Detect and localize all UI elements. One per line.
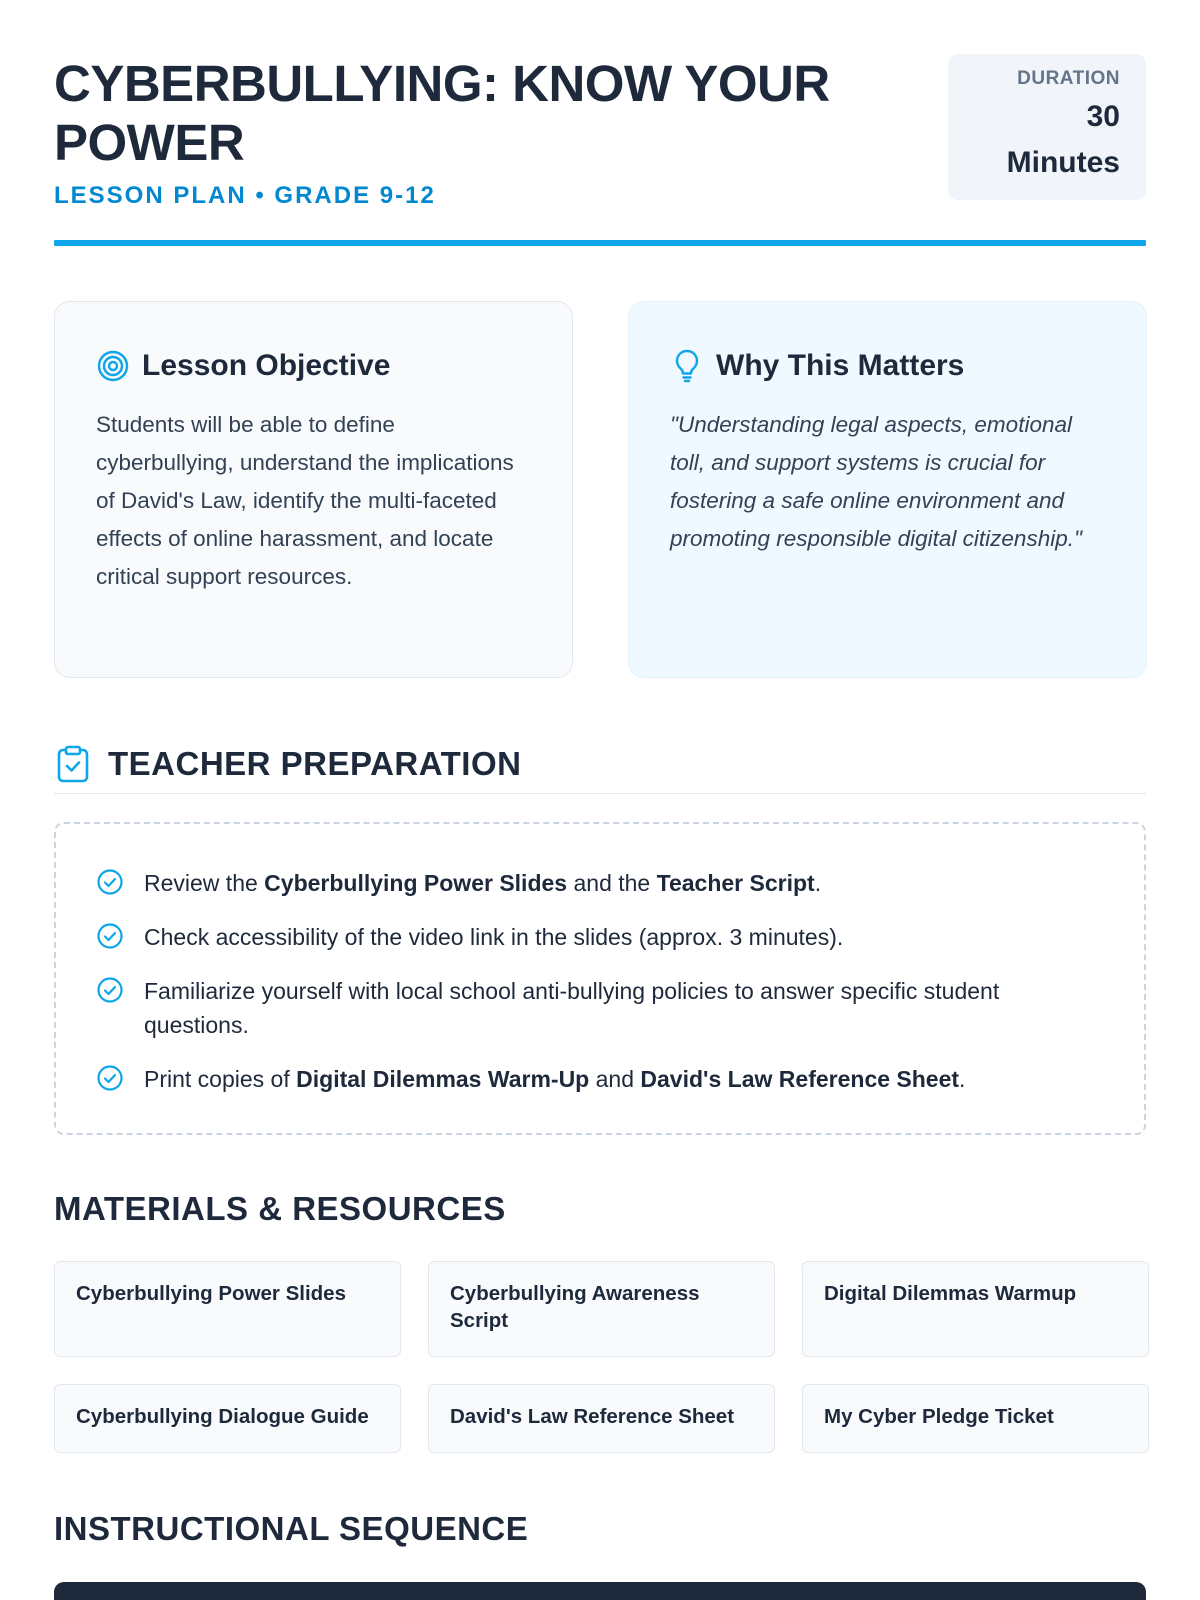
duration-box <box>948 54 1146 200</box>
material-card[interactable]: Cyberbullying Awareness Script <box>428 1261 775 1357</box>
clipboard-check-icon <box>54 744 92 784</box>
checklist-text: Print copies of Digital Dilemmas Warm-Up and David's Law Reference Sheet. <box>144 1066 966 1092</box>
instructional-sequence-title: INSTRUCTIONAL SEQUENCE <box>54 1510 529 1547</box>
why-card <box>628 301 1147 678</box>
material-card[interactable]: Cyberbullying Power Slides <box>54 1261 401 1357</box>
check-circle-icon <box>96 922 126 952</box>
checklist-text: Check accessibility of the video link in the slides (approx. 3 minutes). <box>144 924 844 950</box>
material-card[interactable]: My Cyber Pledge Ticket <box>802 1384 1149 1453</box>
duration-label: DURATION <box>1017 68 1120 89</box>
check-circle-icon <box>96 868 126 898</box>
check-circle-icon <box>96 976 126 1006</box>
checklist-item <box>96 866 1104 900</box>
teacher-prep-title: TEACHER PREPARATION <box>108 744 522 782</box>
checklist-text: Familiarize yourself with local school anti-bullying policies to answer specific student questions. <box>144 978 1000 1038</box>
material-card[interactable]: Cyberbullying Dialogue Guide <box>54 1384 401 1453</box>
why-quote: "Understanding legal aspects, emotional toll, and support systems is crucial for fostering a safe online environment and promoting responsible digital citizenship." <box>670 412 1082 551</box>
header-divider <box>54 240 1146 246</box>
lightbulb-icon <box>670 349 704 383</box>
duration-value <box>948 94 1120 186</box>
objective-body: Students will be able to define cyberbullying, understand the implications of David's Law, identify the multi-faceted effects of online harassment, and locate critical support resources. <box>96 412 514 589</box>
checklist-text: Review the Cyberbullying Power Slides and the Teacher Script. <box>144 870 822 896</box>
why-card-header <box>670 344 1106 388</box>
material-card[interactable]: David's Law Reference Sheet <box>428 1384 775 1453</box>
checklist-item <box>96 974 1104 1042</box>
objective-card <box>54 301 573 678</box>
duration-number: 30 <box>1086 100 1120 133</box>
materials-title: MATERIALS & RESOURCES <box>54 1190 506 1227</box>
instructional-sequence-table-header <box>54 1582 1146 1600</box>
check-circle-icon <box>96 1064 126 1094</box>
checklist-item <box>96 1062 1104 1096</box>
why-title: Why This Matters <box>716 349 965 382</box>
page-subtitle: LESSON PLAN • GRADE 9-12 <box>54 182 436 209</box>
objective-card-header <box>96 344 532 388</box>
header <box>54 54 1146 250</box>
duration-unit: Minutes <box>1006 146 1120 179</box>
target-icon <box>96 349 130 383</box>
checklist-item <box>96 920 1104 954</box>
teacher-prep-header <box>54 734 1146 794</box>
material-card[interactable]: Digital Dilemmas Warmup <box>802 1261 1149 1357</box>
teacher-prep-checklist <box>54 822 1146 1135</box>
page-title: CYBERBULLYING: KNOW YOUR POWER <box>54 55 830 171</box>
objective-title: Lesson Objective <box>142 349 391 382</box>
